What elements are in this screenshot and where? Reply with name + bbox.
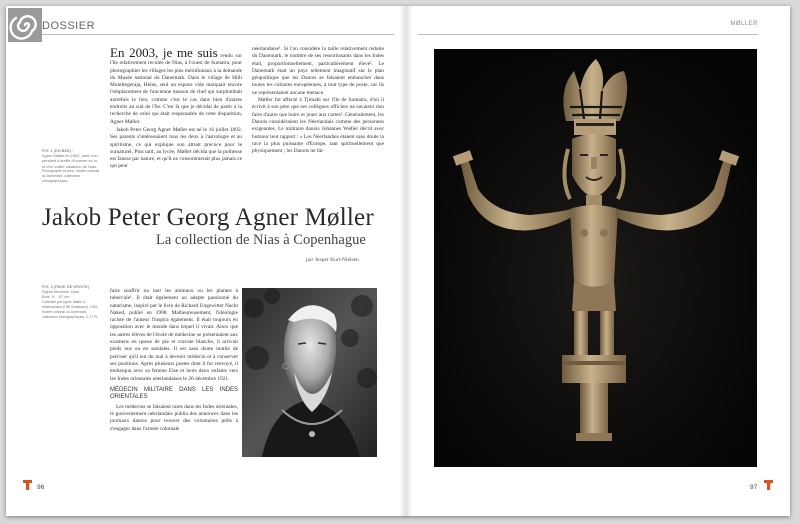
byline — [306, 257, 359, 263]
col3-paragraph-2: Les médecins se faisaient rares dans les Indes orientales, le gouvernement néerlandais publia des annonces dans les journaux danois pour trouver des volontaires prêts à s'engager dans l'armée coloniale — [110, 403, 238, 432]
portrait-photo — [242, 288, 377, 457]
lead-words: En 2003, je me suis — [110, 45, 218, 60]
byline-author: Jesper Kurt-Nielsen — [315, 257, 359, 263]
col3-paragraph-1: faire souffrir ou tuer les animaux ou les plantes à tubercule¹. Il était également un adepte passionné du naturisme, inspiré par le livre de Richard Ungewitter Nackt Naked, publié en 1908. Malheureusement, l'idéologie raciste de l'auteur l'inspira également. Il était toujours en opposition avec le monde dans lequel il vivait. Alors que les autres élèves de l'école de médecine se présentaient aux examens en queue de pie et cravate blanche, il arrivait pieds nus ou en sandales. Il est sans doute inutile de préciser qu'il eut du mal à devenir médecin et à conserver ses positions. Après plusieurs postes dont il fut renvoyé, il embarqua avec sa femme Else et leurs deux enfants vers les Indes orientales néerlandaises le 20 décembre 1921. — [110, 288, 238, 382]
t-logo-icon-right — [764, 480, 773, 490]
col1-paragraph-1: rendu sur l'île relativement reculée de Nias, à l'ouest de Sumatra, pour photographier les villages les plus méridionaux à la demande du Musée national du Danemark. Dans le village de Hilli Mondregeraja, Helas, seul un espace vide marquait encore l'emplacement de l'ancienne maison de chef qui surplombait autrefois le lieu, comme c'est le cas dans bien d'autres endroits au sud de l'île. C'est là que je décidai de partir à la recherche de celui qui était responsable de cette disparition, Agner Møller. — [110, 53, 243, 125]
page-gutter — [399, 6, 413, 516]
col2-paragraph-1: néerlandaise¹. Si l'on considère la taille relativement réduite du Danemark, le nombre de ses ressortissants dans les Indes était, proportionnellement, particulièrement élevé². Le Danemark était un pays tellement imaginatif sur le plan géopolitique que les Danois se faisaient embaucher dans toutes les colonies européennes, à tout type de poste, car ils ne représentaient aucune menace. — [252, 46, 384, 96]
header-rule-right — [418, 34, 758, 35]
statue-photo — [434, 49, 757, 467]
article-column-3 — [110, 288, 238, 433]
article-title: Jakob Peter Georg Agner Møller — [42, 204, 374, 231]
caption-fig1-text: Agner Møller en 1952, paré d'un pendant d'oreille d'homme en or et d'un collier kalabubu de Nias. — [42, 153, 98, 169]
section-label: DOSSIER — [42, 20, 96, 32]
article-column-1 — [110, 46, 242, 171]
article-column-2 — [252, 46, 384, 155]
byline-prefix: par — [306, 257, 314, 263]
caption-fig2 — [42, 284, 102, 320]
col3-subheading: MÉDECIN MILITAIRE DANS LES INDES ORIENTALES — [110, 386, 238, 401]
page-number-right: 97 — [750, 484, 758, 491]
col2-paragraph-2: Møller fut affecté à Tjimahi sur l'île de Sumatra, d'où il écrivit à son père que ses collègues officiers ne savaient rien faire d'autre que boire et jouer aux cartes³. Généralement, les Danois considéraient les Néerlandais comme des personnes exigeantes. Le militaire danois Johannes Wøller décrit avec humour leur rapport : « Les Néerlandais étaient sans doute la race la plus puissante d'Europe, tant spirituellement que physiquement ; les Danois ne fai- — [252, 97, 384, 155]
caption-fig2-credit: Collectée par Agner Møller à Hilisimaetano (Hilli Simatwaer), 1925. Musée national du Danemark, collections ethnographiques, C.2779. — [42, 299, 99, 320]
spiral-logo-icon — [8, 8, 42, 42]
running-head: MØLLER — [730, 21, 758, 27]
caption-fig2-title: Figure féminine. Nias. — [42, 289, 80, 295]
magazine-spread — [6, 6, 790, 516]
caption-fig2-label: FIG. 2 (PAGE DE DROITE) : — [42, 284, 92, 289]
caption-fig1-label: FIG. 1 (EN BAS) : — [42, 148, 73, 153]
header-rule-left — [42, 34, 394, 35]
t-logo-icon-left — [23, 480, 32, 490]
caption-fig1-credit: Photographe inconnu. Musée national du Danemark, collections ethnographiques. — [42, 168, 100, 184]
col1-paragraph-2: Jakob Peter Georg Agner Møller est né le 16 juillet 1892. Ses parents s'intéressaient tous les deux à l'astrologie et au spiritisme, ce qui explique son attrait précoce pour le surnaturel. Plus tard, au lycée, Møller décida que la politesse est fausse par nature, et qu'il ne consommerait plus jamais ce qui peut — [110, 126, 242, 170]
article-subtitle: La collection de Nias à Copenhague — [156, 232, 366, 248]
caption-fig2-dims: Bois. H. : 87 cm. — [42, 294, 71, 300]
page-number-left: 96 — [37, 484, 45, 491]
caption-fig1 — [42, 148, 100, 184]
